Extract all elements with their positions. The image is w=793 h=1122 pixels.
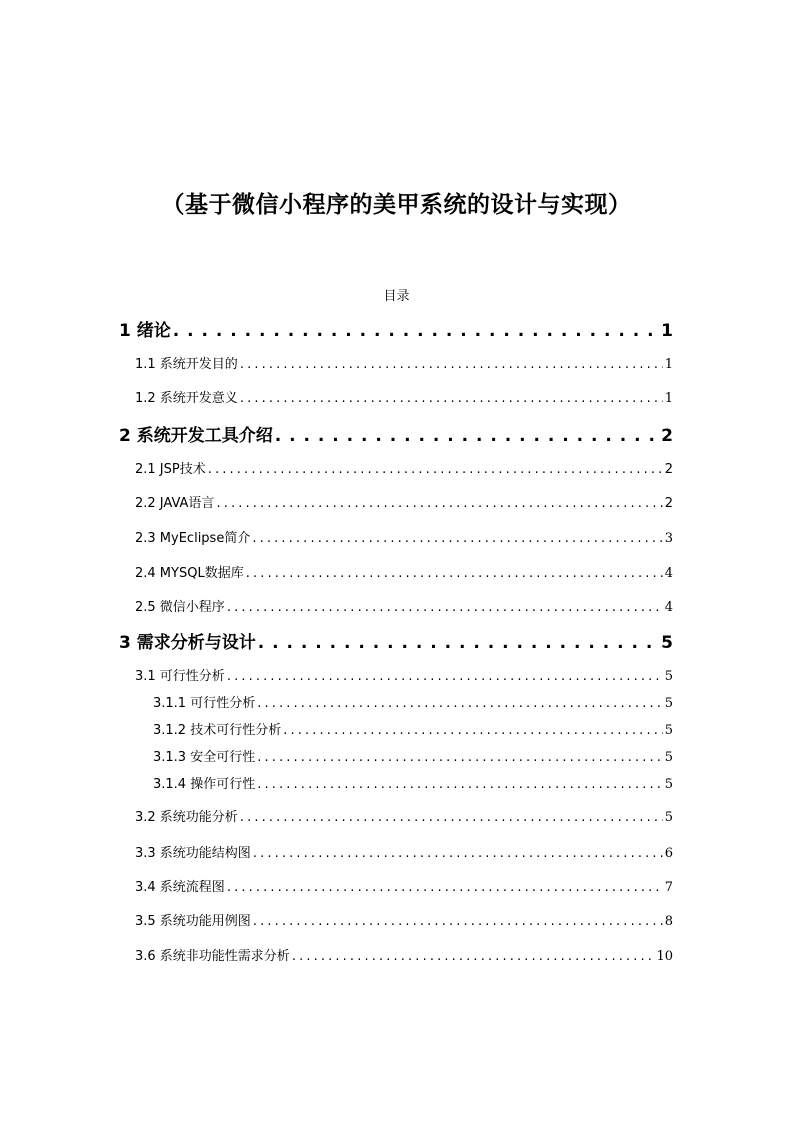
toc-page-number: 5 bbox=[664, 750, 673, 765]
toc-entry-label: 3.1.4 操作可行性 bbox=[153, 777, 256, 792]
toc-section-entry[interactable] bbox=[135, 596, 673, 615]
toc-section-entry[interactable] bbox=[135, 806, 673, 825]
toc-page-number: 5 bbox=[664, 696, 673, 711]
toc-entry-label: 3.1 可行性分析 bbox=[135, 669, 225, 684]
toc-page-number: 5 bbox=[661, 633, 673, 653]
toc-entry-label: 3.6 系统非功能性需求分析 bbox=[135, 949, 290, 964]
toc-chapter-entry[interactable] bbox=[119, 316, 673, 341]
dot-leader bbox=[257, 696, 663, 711]
dot-leader bbox=[216, 496, 662, 511]
toc-page-number: 4 bbox=[664, 600, 673, 615]
toc-entry-label: 3.4 系统流程图 bbox=[135, 880, 225, 895]
toc-entry-label: 3.1.1 可行性分析 bbox=[153, 696, 256, 711]
toc-subsection-entry[interactable] bbox=[153, 773, 673, 792]
dot-leader bbox=[283, 723, 663, 738]
toc-entry-label: 3.1.3 安全可行性 bbox=[153, 750, 256, 765]
toc-section-entry[interactable] bbox=[135, 387, 673, 406]
toc-entry-label: 1.1 系统开发目的 bbox=[135, 357, 238, 372]
dot-leader bbox=[257, 777, 663, 792]
dot-leader bbox=[208, 462, 663, 477]
toc-section-entry[interactable] bbox=[135, 458, 673, 477]
toc-page-number: 3 bbox=[664, 531, 673, 546]
toc-subsection-entry[interactable] bbox=[153, 746, 673, 765]
dot-leader bbox=[258, 633, 659, 653]
toc-entry-label: 2.3 MyEclipse简介 bbox=[135, 531, 251, 546]
dot-leader bbox=[275, 426, 659, 446]
toc-page-number: 5 bbox=[664, 669, 673, 684]
toc-page-number: 6 bbox=[664, 846, 673, 861]
dot-leader bbox=[292, 949, 655, 964]
dot-leader bbox=[240, 357, 663, 372]
toc-section-entry[interactable] bbox=[135, 910, 673, 929]
toc-entry-label: 2.4 MYSQL数据库 bbox=[135, 566, 244, 581]
toc-page-number: 4 bbox=[664, 566, 673, 581]
toc-entry-label: 2 系统开发工具介绍 bbox=[119, 426, 273, 446]
dot-leader bbox=[227, 600, 663, 615]
toc-section-entry[interactable] bbox=[135, 665, 673, 684]
toc-page-number: 10 bbox=[656, 949, 673, 964]
dot-leader bbox=[173, 321, 659, 341]
toc-section-entry[interactable] bbox=[135, 527, 673, 546]
toc-page-number: 8 bbox=[664, 914, 673, 929]
toc-entry-label: 2.2 JAVA语言 bbox=[135, 496, 215, 511]
toc-entry-label: 3.2 系统功能分析 bbox=[135, 810, 238, 825]
dot-leader bbox=[253, 846, 663, 861]
toc-page-number: 1 bbox=[664, 357, 673, 372]
toc-page-number: 5 bbox=[664, 723, 673, 738]
toc-subsection-entry[interactable] bbox=[153, 719, 673, 738]
toc-section-entry[interactable] bbox=[135, 842, 673, 861]
dot-leader bbox=[246, 566, 663, 581]
toc-page-number: 5 bbox=[664, 810, 673, 825]
toc-entry-label: 1.2 系统开发意义 bbox=[135, 391, 238, 406]
toc-section-entry[interactable] bbox=[135, 562, 673, 581]
toc-page-number: 1 bbox=[661, 321, 673, 341]
toc-page-number: 5 bbox=[664, 777, 673, 792]
toc-page-number: 1 bbox=[664, 391, 673, 406]
dot-leader bbox=[257, 750, 663, 765]
dot-leader bbox=[253, 914, 663, 929]
dot-leader bbox=[240, 810, 663, 825]
document-title: （基于微信小程序的美甲系统的设计与实现） bbox=[161, 192, 632, 218]
toc-section-entry[interactable] bbox=[135, 492, 673, 511]
dot-leader bbox=[252, 531, 662, 546]
toc-chapter-entry[interactable] bbox=[119, 421, 673, 446]
toc-entry-label: 2.1 JSP技术 bbox=[135, 462, 206, 477]
dot-leader bbox=[227, 880, 663, 895]
toc-section-entry[interactable] bbox=[135, 876, 673, 895]
toc-page-number: 2 bbox=[664, 496, 673, 511]
toc-page-number: 2 bbox=[661, 426, 673, 446]
toc-section-entry[interactable] bbox=[135, 945, 673, 964]
toc-section-entry[interactable] bbox=[135, 353, 673, 372]
toc-entry-label: 3.3 系统功能结构图 bbox=[135, 846, 251, 861]
toc-entry-label: 3.1.2 技术可行性分析 bbox=[153, 723, 282, 738]
toc-entry-label: 3 需求分析与设计 bbox=[119, 633, 256, 653]
toc-page-number: 2 bbox=[664, 462, 673, 477]
toc-heading: 目录 bbox=[383, 289, 410, 304]
toc-entry-label: 3.5 系统功能用例图 bbox=[135, 914, 251, 929]
dot-leader bbox=[240, 391, 663, 406]
dot-leader bbox=[227, 669, 663, 684]
toc-chapter-entry[interactable] bbox=[119, 628, 673, 653]
toc-entry-label: 1 绪论 bbox=[119, 321, 171, 341]
toc-subsection-entry[interactable] bbox=[153, 692, 673, 711]
toc-page-number: 7 bbox=[664, 880, 673, 895]
toc-entry-label: 2.5 微信小程序 bbox=[135, 600, 225, 615]
